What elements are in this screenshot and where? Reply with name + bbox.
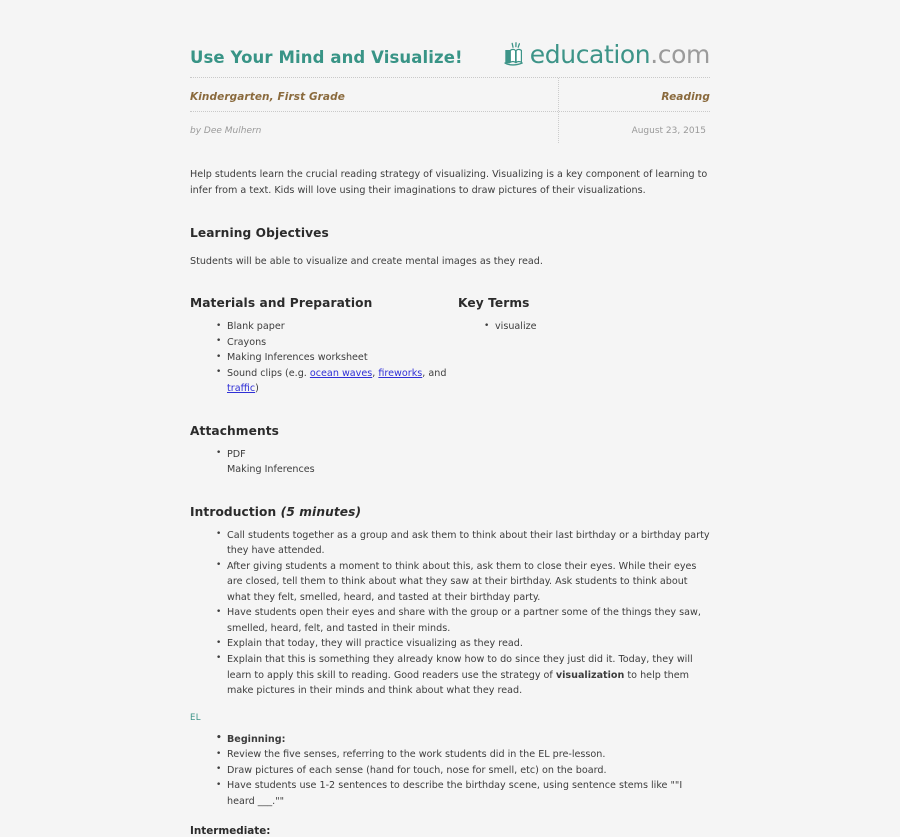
page-title: Use Your Mind and Visualize!: [190, 49, 463, 68]
logo-tld: .com: [650, 42, 710, 67]
sound-clips-prefix: Sound clips (e.g.: [227, 368, 310, 379]
el-beginning-label: • Beginning:: [216, 732, 710, 748]
materials-column: [190, 296, 458, 397]
education-com-logo[interactable]: [503, 42, 710, 67]
link-traffic[interactable]: traffic: [227, 383, 255, 394]
introduction-list: [190, 528, 710, 699]
list-item: • Crayons: [216, 335, 458, 351]
list-item-sound-clips: [216, 366, 458, 397]
list-item: • Making Inferences worksheet: [216, 350, 458, 366]
section-heading-key-terms: Key Terms: [458, 296, 710, 310]
el-tag: EL: [190, 713, 710, 723]
grade-level: Kindergarten, First Grade: [190, 91, 345, 103]
lesson-plan-document: [190, 0, 710, 784]
attachment-item[interactable]: [216, 447, 710, 478]
section-heading-materials: Materials and Preparation: [190, 296, 458, 310]
list-item: • Have students use 1-2 sentences to describe the birthday scene, using sentence stems like ""I heard ___."": [216, 778, 710, 809]
introduction-duration: (5 minutes): [281, 505, 362, 519]
author-date-row: [190, 111, 710, 143]
materials-list: [190, 319, 458, 397]
key-terms-list: [458, 319, 710, 335]
publish-date: August 23, 2015: [632, 126, 708, 136]
materials-keyterms-columns: [190, 296, 710, 397]
el-intermediate-label: Intermediate:: [190, 825, 710, 837]
sound-clips-sep1: ,: [372, 368, 378, 379]
list-item: • Review the five senses, referring to the work students did in the EL pre-lesson.: [216, 747, 710, 763]
sound-clips-sep2: , and: [422, 368, 446, 379]
list-item: • Have students open their eyes and share with the group or a partner some of the things they saw, smelled, heard, felt, and tasted in their minds.: [216, 605, 710, 636]
visualization-text-part1: Explain that this is something they already know how to do since they just did it. Today, they will learn to apply this skill to reading. Good readers use the strategy of: [227, 654, 693, 681]
attachment-type: • PDF: [227, 447, 710, 463]
visualization-text-part2: to help them make pictures in their minds and think about what they read.: [227, 670, 689, 697]
list-item: • Draw pictures of each sense (hand for touch, nose for smell, etc) on the board.: [216, 763, 710, 779]
list-item: • Call students together as a group and ask them to think about their last birthday or a birthday party they have attended.: [216, 528, 710, 559]
list-item: • Blank paper: [216, 319, 458, 335]
section-heading-introduction: [190, 505, 710, 519]
link-ocean-waves[interactable]: ocean waves: [310, 368, 372, 379]
section-heading-attachments: Attachments: [190, 424, 710, 438]
author-byline: by Dee Mulhern: [190, 126, 261, 136]
attachment-name: Making Inferences: [227, 462, 710, 478]
grade-subject-row: [190, 77, 710, 111]
list-item: • visualize: [484, 319, 710, 335]
visualization-term: visualization: [556, 670, 625, 681]
list-item: • After giving students a moment to think about this, ask them to close their eyes. While their eyes are closed, tell them to think about what they saw at their birthday. Ask students to think about what they felt, smelled, heard, and tasted at their birthday party.: [216, 559, 710, 606]
lesson-summary: Help students learn the crucial reading strategy of visualizing. Visualizing is a key component of learning to infer from a text. Kids will love using their imaginations to draw pictures of their visualizations.: [190, 167, 709, 199]
list-item-visualization: [216, 652, 710, 699]
logo-wordmark: education: [530, 42, 650, 67]
section-heading-learning-objectives: Learning Objectives: [190, 226, 710, 240]
list-item: • Explain that today, they will practice visualizing as they read.: [216, 636, 710, 652]
introduction-heading-text: Introduction: [190, 505, 276, 519]
subject: Reading: [661, 91, 710, 103]
document-header: [190, 0, 710, 77]
sound-clips-suffix: ): [255, 383, 259, 394]
link-fireworks[interactable]: fireworks: [378, 368, 422, 379]
attachments-list: [190, 447, 710, 478]
open-book-icon: [503, 42, 529, 67]
learning-objectives-text: Students will be able to visualize and create mental images as they read.: [190, 254, 710, 269]
el-beginning-list: [190, 732, 710, 810]
key-terms-column: [458, 296, 710, 397]
